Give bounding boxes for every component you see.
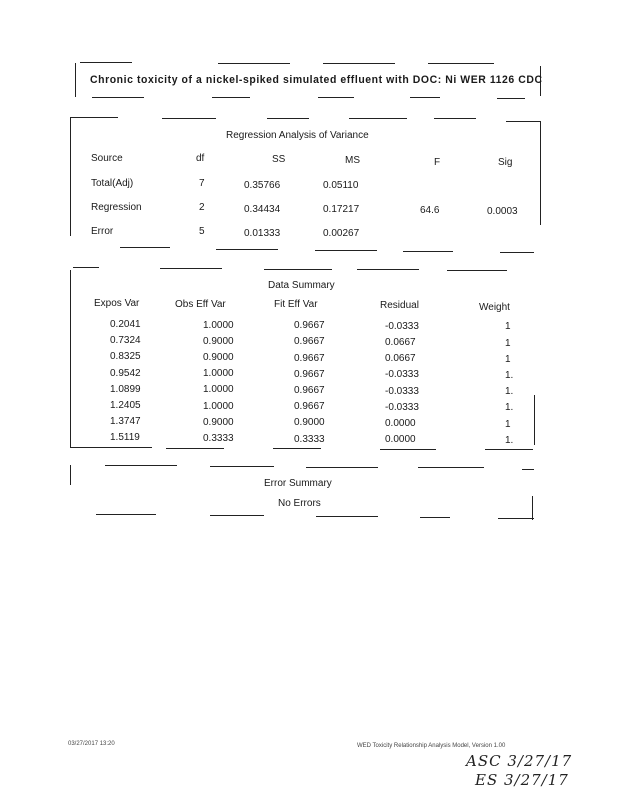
anova-row-ss: 0.34434 — [244, 204, 281, 215]
data-cell-obs: 1.0000 — [203, 384, 234, 396]
anova-header-df: df — [196, 153, 205, 164]
data-cell-obs: 1.0000 — [203, 319, 234, 331]
footer-date: 03/27/2017 13:20 — [68, 741, 115, 747]
data-cell-weight: 1 — [505, 321, 511, 333]
data-cell-weight: 1 — [505, 337, 511, 349]
anova-row-ms: 0.05110 — [323, 180, 359, 191]
initials-line-1: ASC 3/27/17 — [466, 752, 573, 770]
anova-header-f: F — [434, 157, 441, 168]
anova-row-ms: 0.00267 — [323, 228, 360, 239]
anova-row-source: Total(Adj) — [91, 178, 134, 189]
data-cell-obs: 0.9000 — [203, 335, 234, 347]
data-cell-obs: 0.3333 — [203, 433, 234, 444]
data-cell-residual: -0.0333 — [385, 320, 419, 332]
data-cell-expos: 1.0899 — [110, 383, 141, 395]
data-cell-residual: 0.0667 — [385, 353, 416, 365]
anova-row-ms: 0.17217 — [323, 204, 360, 215]
data-cell-expos: 1.5119 — [110, 432, 140, 444]
data-cell-fit: 0.9667 — [294, 401, 325, 413]
anova-row-source: Regression — [91, 202, 142, 213]
data-cell-obs: 1.0000 — [203, 400, 234, 412]
data-cell-fit: 0.9667 — [294, 352, 325, 364]
data-cell-fit: 0.9000 — [294, 417, 325, 429]
error-summary-message: No Errors — [278, 498, 321, 509]
data-cell-weight: 1 — [505, 418, 511, 430]
anova-row-df: 7 — [199, 178, 205, 189]
anova-header-source: Source — [91, 153, 123, 164]
anova-row-df: 2 — [199, 202, 205, 213]
data-cell-residual: -0.0333 — [385, 369, 419, 381]
anova-row-ss: 0.35766 — [244, 180, 281, 191]
data-cell-weight: 1. — [505, 386, 514, 398]
initials-line-2: ES 3/27/17 — [475, 771, 569, 789]
anova-header-ss: SS — [272, 154, 286, 165]
data-cell-weight: 1. — [505, 402, 514, 414]
data-cell-fit: 0.3333 — [294, 433, 325, 445]
data-header-fit: Fit Eff Var — [274, 299, 318, 310]
data-cell-expos: 1.2405 — [110, 400, 141, 411]
anova-row-f: 64.6 — [420, 205, 440, 216]
data-cell-fit: 0.9667 — [294, 320, 325, 332]
data-cell-weight: 1. — [505, 434, 514, 446]
data-cell-weight: 1 — [505, 353, 511, 365]
data-summary-title: Data Summary — [268, 280, 335, 291]
data-cell-expos: 1.3747 — [110, 416, 141, 428]
data-cell-expos: 0.7324 — [110, 335, 141, 347]
data-cell-expos: 0.8325 — [110, 351, 141, 363]
anova-title: Regression Analysis of Variance — [226, 130, 369, 141]
anova-row-df: 5 — [199, 226, 205, 237]
data-cell-fit: 0.9667 — [294, 385, 325, 396]
anova-row-source: Error — [91, 226, 114, 237]
data-cell-expos: 0.9542 — [110, 367, 141, 379]
data-cell-obs: 0.9000 — [203, 416, 234, 428]
data-header-obs: Obs Eff Var — [175, 299, 226, 310]
data-cell-residual: 0.0667 — [385, 337, 416, 348]
report-title: Chronic toxicity of a nickel-spiked simulated effluent with DOC: Ni WER 1126 CDC — [90, 74, 543, 86]
data-cell-fit: 0.9667 — [294, 368, 325, 380]
data-cell-obs: 1.0000 — [203, 368, 234, 380]
data-cell-residual: -0.0333 — [385, 401, 419, 413]
data-cell-expos: 0.2041 — [110, 319, 141, 330]
anova-row-ss: 0.01333 — [244, 228, 281, 239]
error-summary-title: Error Summary — [264, 478, 332, 489]
data-cell-weight: 1. — [505, 370, 514, 381]
data-header-weight: Weight — [479, 302, 510, 313]
anova-header-ms: MS — [345, 155, 360, 166]
data-header-expos: Expos Var — [94, 298, 140, 309]
data-cell-residual: 0.0000 — [385, 434, 416, 446]
anova-header-sig: Sig — [498, 157, 513, 168]
data-header-residual: Residual — [380, 300, 419, 311]
data-cell-residual: -0.0333 — [385, 385, 419, 397]
data-cell-residual: 0.0000 — [385, 418, 416, 429]
footer-program: WED Toxicity Relationship Analysis Model, Version 1.00 — [357, 743, 506, 749]
anova-row-sig: 0.0003 — [487, 206, 518, 217]
data-cell-fit: 0.9667 — [294, 336, 325, 348]
data-cell-obs: 0.9000 — [203, 352, 234, 363]
